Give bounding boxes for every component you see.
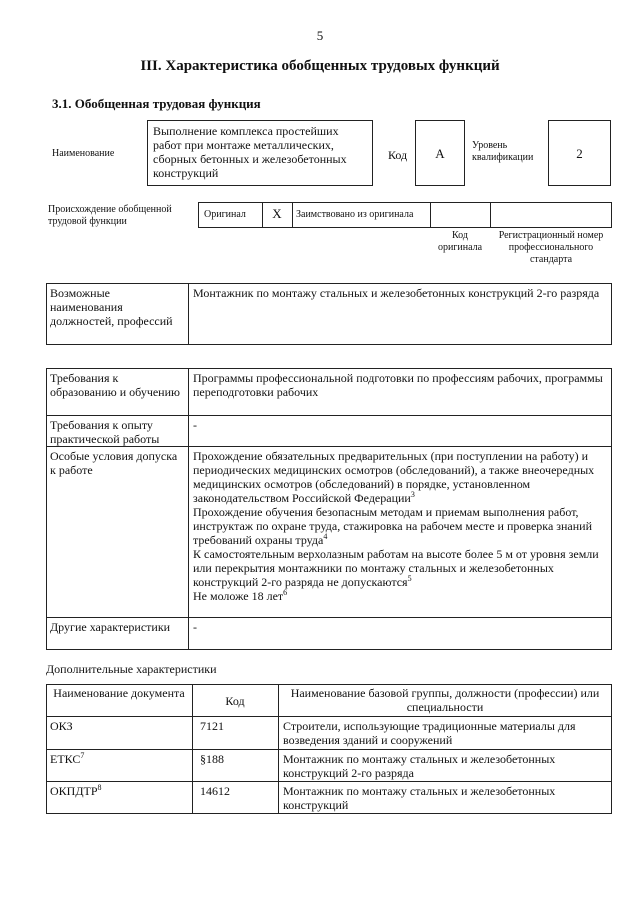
row-code: 14612 [200, 784, 230, 798]
other-label: Другие характеристики [50, 620, 171, 634]
col-doc-header: Наименование документа [53, 686, 185, 700]
additional-row-divider-1 [46, 716, 612, 717]
origin-label: Происхождение обобщенной трудовой функции [48, 204, 172, 227]
special-label: Особые условия допуска к работе [50, 449, 178, 477]
req-row-divider-2 [46, 446, 612, 447]
code-value: А [435, 146, 445, 161]
origin-divider-4 [490, 202, 491, 228]
code-value-box [415, 120, 465, 186]
additional-row-divider-3 [46, 781, 612, 782]
footnote-mark: 6 [283, 588, 288, 597]
footnote-mark: 8 [97, 783, 102, 792]
additional-title: Дополнительные характеристики [46, 662, 217, 676]
row-name: Монтажник по монтажу стальных и железобетонных конструкций 2-го разряда [283, 752, 556, 780]
special-conditions [193, 449, 607, 603]
footnote-mark: 3 [410, 490, 415, 499]
positions-label: Возможные наименования должностей, профессий [50, 286, 173, 328]
experience-value: - [193, 418, 197, 432]
name-label: Наименование [52, 148, 115, 159]
origin-reg-caption: Регистрационный номер профессионального стандарта [498, 230, 604, 265]
name-value-box [147, 120, 373, 186]
subsection-title: 3.1. Обобщенная трудовая функция [52, 96, 261, 111]
special-paragraph-3: К самостоятельным верхолазным работам на высоте более 5 м от уровня земли или перекрытия монтажники по монтажу стальных и железобетонных конструкций 2-го разряда не допускаются$^5$ [193, 547, 599, 589]
row-doc: ЕТКС$^7$ [50, 751, 85, 766]
code-label: Код [388, 148, 408, 162]
origin-original-label: Оригинал [204, 209, 246, 220]
experience-label: Требования к опыту практической работы [50, 418, 160, 446]
origin-borrowed-label: Заимствовано из оригинала [296, 209, 414, 220]
level-value: 2 [576, 146, 583, 161]
col-name-header: Наименование базовой группы, должности (профессии) или специальности [290, 686, 600, 714]
page-number: 5 [316, 28, 324, 43]
positions-value: Монтажник по монтажу стальных и железобетонных конструкций 2-го разряда [193, 286, 600, 300]
col-code-header: Код [225, 694, 245, 708]
req-row-divider-3 [46, 617, 612, 618]
positions-divider [188, 283, 189, 345]
footnote-mark: 7 [80, 751, 85, 760]
origin-divider-3 [430, 202, 431, 228]
row-code: §188 [200, 752, 224, 766]
row-code: 7121 [200, 719, 224, 733]
row-name: Монтажник по монтажу стальных и железобетонных конструкций [283, 784, 556, 812]
origin-original-mark: Х [272, 206, 282, 221]
name-value: Выполнение комплекса простейших работ при монтаже металлических, сборных бетонных и железобетонных конструкций [153, 124, 347, 180]
additional-row-divider-2 [46, 749, 612, 750]
section-title: III. Характеристика обобщенных трудовых функций [140, 58, 500, 74]
footnote-mark: 4 [323, 532, 328, 541]
requirements-divider [188, 368, 189, 650]
education-value: Программы профессиональной подготовки по профессиям рабочих, программы переподготовки рабочих [193, 371, 603, 399]
row-doc: ОКЗ [50, 719, 73, 733]
special-paragraph-1: Прохождение обязательных предварительных (при поступлении на работу) и периодических медицинских осмотров (обследований), а также внеочередных медицинских осмотров (обследований) в порядке, установленном законодательством Российской Федерации$^3$ [193, 449, 595, 505]
row-name: Строители, использующие традиционные материалы для возведения зданий и сооружений [283, 719, 576, 747]
special-paragraph-2: Прохождение обучения безопасным методам и приемам выполнения работ, инструктаж по охране труда, стажировка на рабочем месте и проверка знаний требований охраны труда$^4$ [193, 505, 593, 547]
origin-divider-2 [292, 202, 293, 228]
special-paragraph-4: Не моложе 18 лет$^6$ [193, 588, 288, 603]
education-label: Требования к образованию и обучению [50, 371, 180, 399]
origin-code-caption: Код оригинала [437, 230, 483, 253]
footnote-mark: 5 [407, 574, 412, 583]
level-value-box [548, 120, 611, 186]
other-value: - [193, 620, 197, 634]
req-row-divider-1 [46, 415, 612, 416]
level-label: Уровень квалификации [472, 140, 534, 163]
row-doc: ОКПДТР$^8$ [50, 783, 102, 798]
